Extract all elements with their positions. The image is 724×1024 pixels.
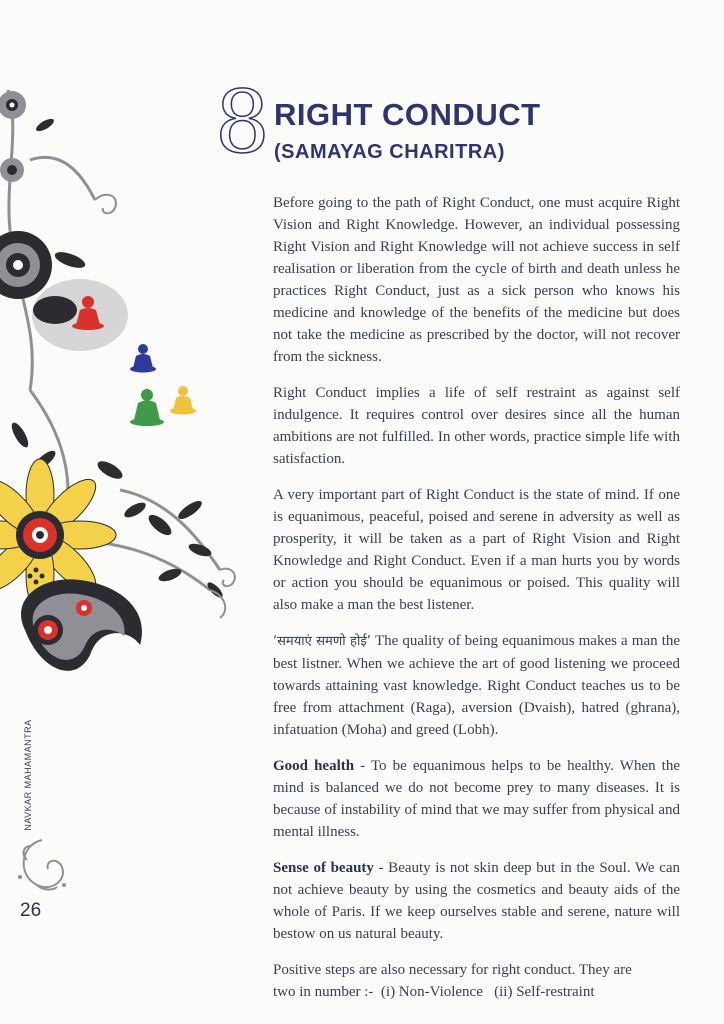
meditating-figure-blue: [130, 344, 156, 373]
paragraph: Before going to the path of Right Conduct, one must acquire Right Vision and Right Knowledge. However, an individual possessing Right Vision and Right Knowledge will not achieve success in self realisation or liberation from the cycle of birth and death unless he practices Right Conduct, just as a sick person who knows his medicine and knowledge of the benefits of the medicine but does not take the medicine as prescribed by the doctor, will not recover from the sickness.: [273, 195, 680, 365]
quote-paragraph: [273, 630, 680, 741]
chapter-number: 8: [215, 73, 270, 173]
health-heading: Good health: [273, 758, 355, 774]
page-number: 26: [20, 900, 42, 921]
beauty-paragraph: [273, 857, 680, 945]
final-line-1: Positive steps are also necessary for right conduct. They are: [273, 962, 632, 978]
chapter-subtitle: (SAMAYAG CHARITRA): [274, 141, 505, 163]
beauty-heading: Sense of beauty: [273, 860, 374, 876]
beauty-paragraph-text: - Beauty is not skin deep but in the Soul. We can not achieve beauty by using the cosmetics and beauty aids of the whole of Paris. If we keep ourselves stable and serene, nature will bestow on us natural beauty.: [273, 860, 681, 942]
meditating-figure-yellow: [170, 386, 196, 415]
side-label: NAVKAR MAHAMANTRA: [23, 719, 33, 831]
final-line-2: two in number :- (i) Non-Violence (ii) Self-restraint: [273, 984, 595, 1000]
health-paragraph: [273, 755, 680, 843]
swirl-ornament: [12, 835, 72, 895]
quote-paragraph-text: The quality of being equanimous makes a man the best listner. When we achieve the art of good listening we proceed towards attaining vast knowledge. Right Conduct teaches us to be free from attachment (Raga), aversion (Dvaish), hatred (ghrana), infatuation (Moha) and greed (Lobh).: [273, 633, 681, 738]
body-text: [273, 192, 680, 1017]
dark-flower: [0, 231, 52, 299]
meditating-figure-green: [130, 389, 164, 426]
paragraph: A very important part of Right Conduct is the state of mind. If one is equanimous, peaceful, poised and serene in adversity as well as prosperity, it will be taken as a part of Right Vision and Right Knowledge and Right Conduct. Even if a man hurts you by words or action you should be equanimous or poised. This quality will also make a man the best listener.: [273, 487, 680, 613]
final-paragraph: [273, 959, 680, 1003]
health-paragraph-text: - To be equanimous helps to be healthy. When the mind is balanced we do not become prey to many diseases. It is because of instability of mind that we may suffer from physical and mental illness.: [273, 758, 681, 840]
paragraph: Right Conduct implies a life of self restraint as against self indulgence. It requires control over desires since all the human ambitions are not fulfilled. In other words, practice simple life with satisfaction.: [273, 385, 680, 467]
chapter-title: RIGHT CONDUCT: [274, 97, 541, 132]
hindi-quote: ‘समयाएं समणो होई’: [273, 634, 371, 649]
